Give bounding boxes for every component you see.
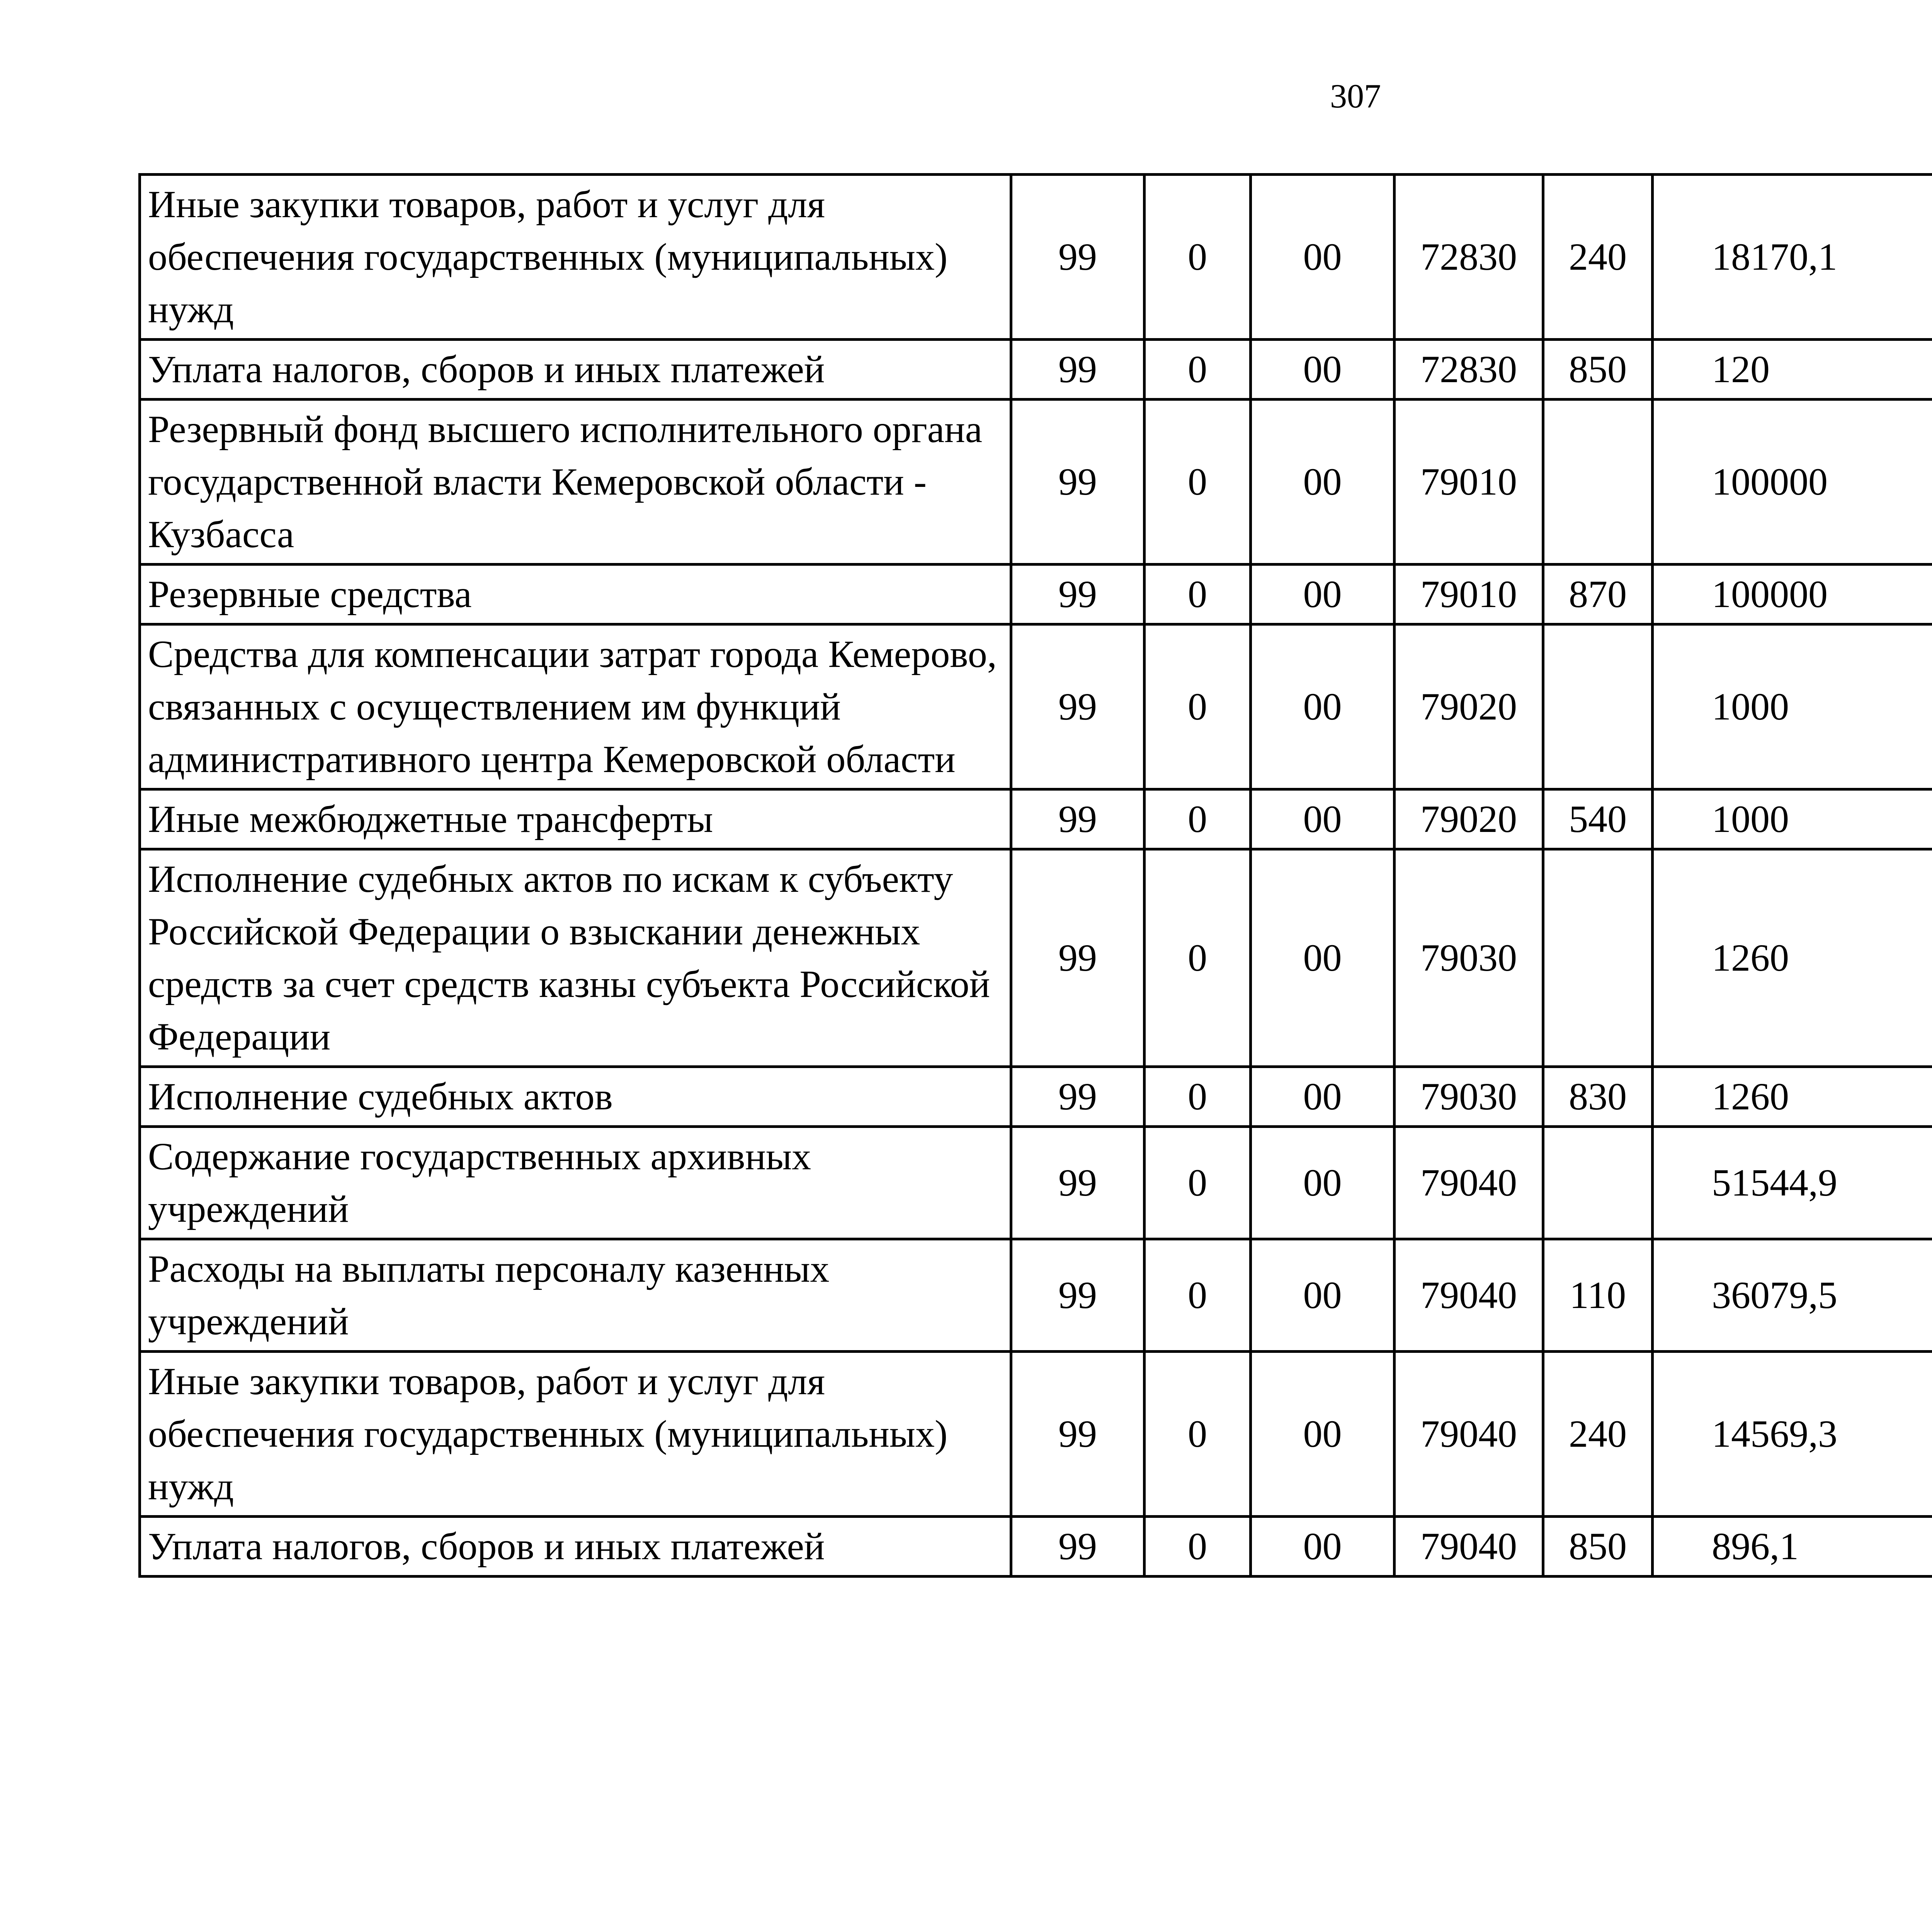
subprogram-code-cell: 0 bbox=[1145, 1352, 1251, 1517]
direction-code-cell: 79010 bbox=[1395, 565, 1543, 624]
expense-type-cell bbox=[1543, 849, 1653, 1067]
table-row bbox=[140, 1517, 1932, 1577]
section-code-cell: 99 bbox=[1011, 789, 1145, 849]
subprogram-code-cell: 0 bbox=[1145, 340, 1251, 400]
table-row bbox=[140, 789, 1932, 849]
expense-type-cell: 830 bbox=[1543, 1067, 1653, 1127]
amount-year1-cell: 36079,5 bbox=[1653, 1239, 1932, 1352]
subprogram-code-cell: 0 bbox=[1145, 565, 1251, 624]
event-code-cell: 00 bbox=[1251, 849, 1395, 1067]
expense-name-cell: Исполнение судебных актов по искам к субъекту Российской Федерации о взыскании денежных средств за счет средств казны субъекта Российской Федерации bbox=[140, 849, 1011, 1067]
event-code-cell: 00 bbox=[1251, 1352, 1395, 1517]
direction-code-cell: 79040 bbox=[1395, 1352, 1543, 1517]
table-body bbox=[140, 175, 1932, 1577]
page-number: 307 bbox=[1330, 78, 1381, 115]
table-row bbox=[140, 565, 1932, 624]
event-code-cell: 00 bbox=[1251, 624, 1395, 789]
direction-code-cell: 79030 bbox=[1395, 1067, 1543, 1127]
section-code-cell: 99 bbox=[1011, 175, 1145, 340]
expense-name-cell: Иные закупки товаров, работ и услуг для обеспечения государственных (муниципальных) нужд bbox=[140, 1352, 1011, 1517]
event-code-cell: 00 bbox=[1251, 340, 1395, 400]
amount-year1-cell: 18170,1 bbox=[1653, 175, 1932, 340]
subprogram-code-cell: 0 bbox=[1145, 1127, 1251, 1239]
section-code-cell: 99 bbox=[1011, 400, 1145, 565]
amount-year1-cell: 1260 bbox=[1653, 849, 1932, 1067]
expense-name-cell: Исполнение судебных актов bbox=[140, 1067, 1011, 1127]
section-code-cell: 99 bbox=[1011, 1127, 1145, 1239]
budget-table bbox=[138, 173, 1932, 1578]
expense-name-cell: Иные закупки товаров, работ и услуг для обеспечения государственных (муниципальных) нужд bbox=[140, 175, 1011, 340]
section-code-cell: 99 bbox=[1011, 1352, 1145, 1517]
expense-type-cell bbox=[1543, 624, 1653, 789]
expense-name-cell: Содержание государственных архивных учреждений bbox=[140, 1127, 1011, 1239]
event-code-cell: 00 bbox=[1251, 175, 1395, 340]
subprogram-code-cell: 0 bbox=[1145, 175, 1251, 340]
expense-name-cell: Резервные средства bbox=[140, 565, 1011, 624]
section-code-cell: 99 bbox=[1011, 849, 1145, 1067]
subprogram-code-cell: 0 bbox=[1145, 789, 1251, 849]
subprogram-code-cell: 0 bbox=[1145, 1517, 1251, 1577]
expense-type-cell bbox=[1543, 400, 1653, 565]
direction-code-cell: 72830 bbox=[1395, 340, 1543, 400]
amount-year1-cell: 1000 bbox=[1653, 624, 1932, 789]
table-row bbox=[140, 1127, 1932, 1239]
amount-year1-cell: 1000 bbox=[1653, 789, 1932, 849]
event-code-cell: 00 bbox=[1251, 1127, 1395, 1239]
expense-name-cell: Резервный фонд высшего исполнительного органа государственной власти Кемеровской области - Кузбасса bbox=[140, 400, 1011, 565]
event-code-cell: 00 bbox=[1251, 1517, 1395, 1577]
direction-code-cell: 72830 bbox=[1395, 175, 1543, 340]
expense-name-cell: Расходы на выплаты персоналу казенных учреждений bbox=[140, 1239, 1011, 1352]
section-code-cell: 99 bbox=[1011, 1067, 1145, 1127]
direction-code-cell: 79030 bbox=[1395, 849, 1543, 1067]
expense-type-cell: 240 bbox=[1543, 175, 1653, 340]
table-row bbox=[140, 400, 1932, 565]
amount-year1-cell: 896,1 bbox=[1653, 1517, 1932, 1577]
subprogram-code-cell: 0 bbox=[1145, 400, 1251, 565]
subprogram-code-cell: 0 bbox=[1145, 849, 1251, 1067]
expense-type-cell: 870 bbox=[1543, 565, 1653, 624]
amount-year1-cell: 100000 bbox=[1653, 400, 1932, 565]
direction-code-cell: 79040 bbox=[1395, 1239, 1543, 1352]
subprogram-code-cell: 0 bbox=[1145, 1239, 1251, 1352]
expense-type-cell bbox=[1543, 1127, 1653, 1239]
direction-code-cell: 79040 bbox=[1395, 1127, 1543, 1239]
expense-name-cell: Иные межбюджетные трансферты bbox=[140, 789, 1011, 849]
section-code-cell: 99 bbox=[1011, 565, 1145, 624]
amount-year1-cell: 1260 bbox=[1653, 1067, 1932, 1127]
event-code-cell: 00 bbox=[1251, 400, 1395, 565]
expense-type-cell: 850 bbox=[1543, 1517, 1653, 1577]
table-row bbox=[140, 1352, 1932, 1517]
event-code-cell: 00 bbox=[1251, 565, 1395, 624]
section-code-cell: 99 bbox=[1011, 624, 1145, 789]
table-row bbox=[140, 175, 1932, 340]
amount-year1-cell: 120 bbox=[1653, 340, 1932, 400]
direction-code-cell: 79020 bbox=[1395, 624, 1543, 789]
table-row bbox=[140, 849, 1932, 1067]
subprogram-code-cell: 0 bbox=[1145, 624, 1251, 789]
table-row bbox=[140, 624, 1932, 789]
expense-type-cell: 540 bbox=[1543, 789, 1653, 849]
amount-year1-cell: 14569,3 bbox=[1653, 1352, 1932, 1517]
subprogram-code-cell: 0 bbox=[1145, 1067, 1251, 1127]
amount-year1-cell: 100000 bbox=[1653, 565, 1932, 624]
table-row bbox=[140, 1067, 1932, 1127]
expense-type-cell: 240 bbox=[1543, 1352, 1653, 1517]
expense-type-cell: 110 bbox=[1543, 1239, 1653, 1352]
direction-code-cell: 79010 bbox=[1395, 400, 1543, 565]
amount-year1-cell: 51544,9 bbox=[1653, 1127, 1932, 1239]
expense-type-cell: 850 bbox=[1543, 340, 1653, 400]
direction-code-cell: 79020 bbox=[1395, 789, 1543, 849]
expense-name-cell: Уплата налогов, сборов и иных платежей bbox=[140, 340, 1011, 400]
section-code-cell: 99 bbox=[1011, 1517, 1145, 1577]
table-row bbox=[140, 340, 1932, 400]
expense-name-cell: Средства для компенсации затрат города Кемерово, связанных с осуществлением им функций административного центра Кемеровской области bbox=[140, 624, 1011, 789]
direction-code-cell: 79040 bbox=[1395, 1517, 1543, 1577]
event-code-cell: 00 bbox=[1251, 1239, 1395, 1352]
section-code-cell: 99 bbox=[1011, 340, 1145, 400]
event-code-cell: 00 bbox=[1251, 789, 1395, 849]
expense-name-cell: Уплата налогов, сборов и иных платежей bbox=[140, 1517, 1011, 1577]
section-code-cell: 99 bbox=[1011, 1239, 1145, 1352]
table-row bbox=[140, 1239, 1932, 1352]
event-code-cell: 00 bbox=[1251, 1067, 1395, 1127]
